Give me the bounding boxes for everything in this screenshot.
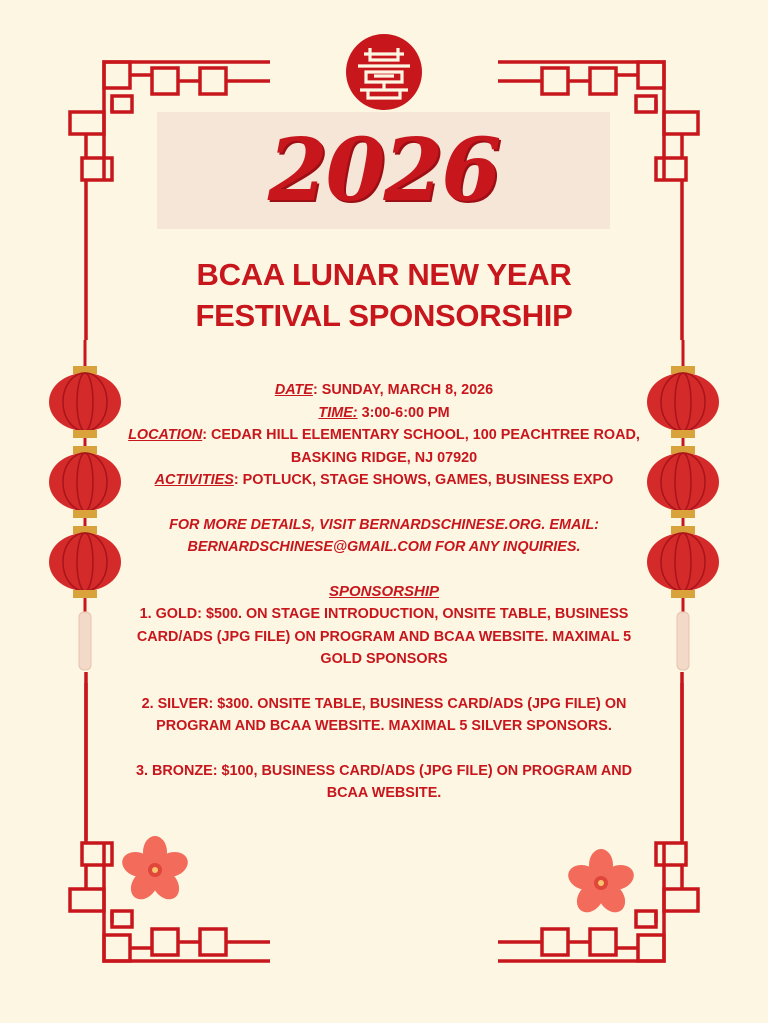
- chinese-seal-icon: [344, 32, 424, 112]
- activities-value: : POTLUCK, STAGE SHOWS, GAMES, BUSINESS EXPO: [233, 472, 614, 488]
- activities-label: ACTIVITIES: [154, 472, 234, 488]
- silver-tier: 2. SILVER: $300. ONSITE TABLE, BUSINESS CARD/ADS (JPG FILE) ON PROGRAM AND BCAA WEBSITE. MAXIMAL 5 SILVER SPONSORS.: [141, 695, 627, 734]
- chinese-lantern-icon: [45, 340, 125, 672]
- year-banner: [157, 112, 610, 229]
- details-text: FOR MORE DETAILS, VISIT BERNARDSCHINESE.ORG. EMAIL: BERNARDSCHINESE@GMAIL.COM FOR ANY INQUIRIES.: [169, 516, 599, 555]
- sponsorship-heading: SPONSORSHIP: [328, 582, 440, 600]
- plum-blossom-icon: [566, 848, 636, 918]
- time-line: [118, 402, 650, 425]
- page-title: [120, 254, 648, 336]
- date-line: [118, 379, 650, 402]
- lantern-2: [49, 446, 121, 518]
- lantern-1: [49, 366, 121, 438]
- lantern-3: [647, 526, 719, 598]
- title-line-1: BCAA LUNAR NEW YEAR: [196, 257, 572, 292]
- location-line: [118, 424, 650, 469]
- time-label: TIME:: [318, 404, 358, 421]
- lantern-3: [49, 526, 121, 598]
- bronze-tier: 3. BRONZE: $100, BUSINESS CARD/ADS (JPG FILE) ON PROGRAM AND BCAA WEBSITE.: [135, 762, 632, 801]
- location-value: : CEDAR HILL ELEMENTARY SCHOOL, 100 PEACHTREE ROAD, BASKING RIDGE, NJ 07920: [202, 427, 640, 466]
- lantern-1: [647, 366, 719, 438]
- activities-line: [118, 469, 650, 492]
- location-label: LOCATION: [128, 427, 203, 443]
- plum-blossom-icon: [120, 835, 190, 905]
- date-value: : SUNDAY, MARCH 8, 2026: [312, 382, 494, 398]
- chinese-lantern-icon: [643, 340, 723, 672]
- date-label: DATE: [274, 382, 313, 398]
- event-info: [118, 379, 650, 805]
- lantern-2: [647, 446, 719, 518]
- gold-tier: 1. GOLD: $500. ON STAGE INTRODUCTION, ONSITE TABLE, BUSINESS CARD/ADS (JPG FILE) ON PROGRAM AND BCAA WEBSITE. MAXIMAL 5 GOLD SPONSORS: [136, 606, 632, 667]
- title-line-2: FESTIVAL SPONSORSHIP: [195, 298, 573, 333]
- time-value: 3:00-6:00 PM: [357, 404, 450, 421]
- year-text: 2026: [267, 120, 500, 221]
